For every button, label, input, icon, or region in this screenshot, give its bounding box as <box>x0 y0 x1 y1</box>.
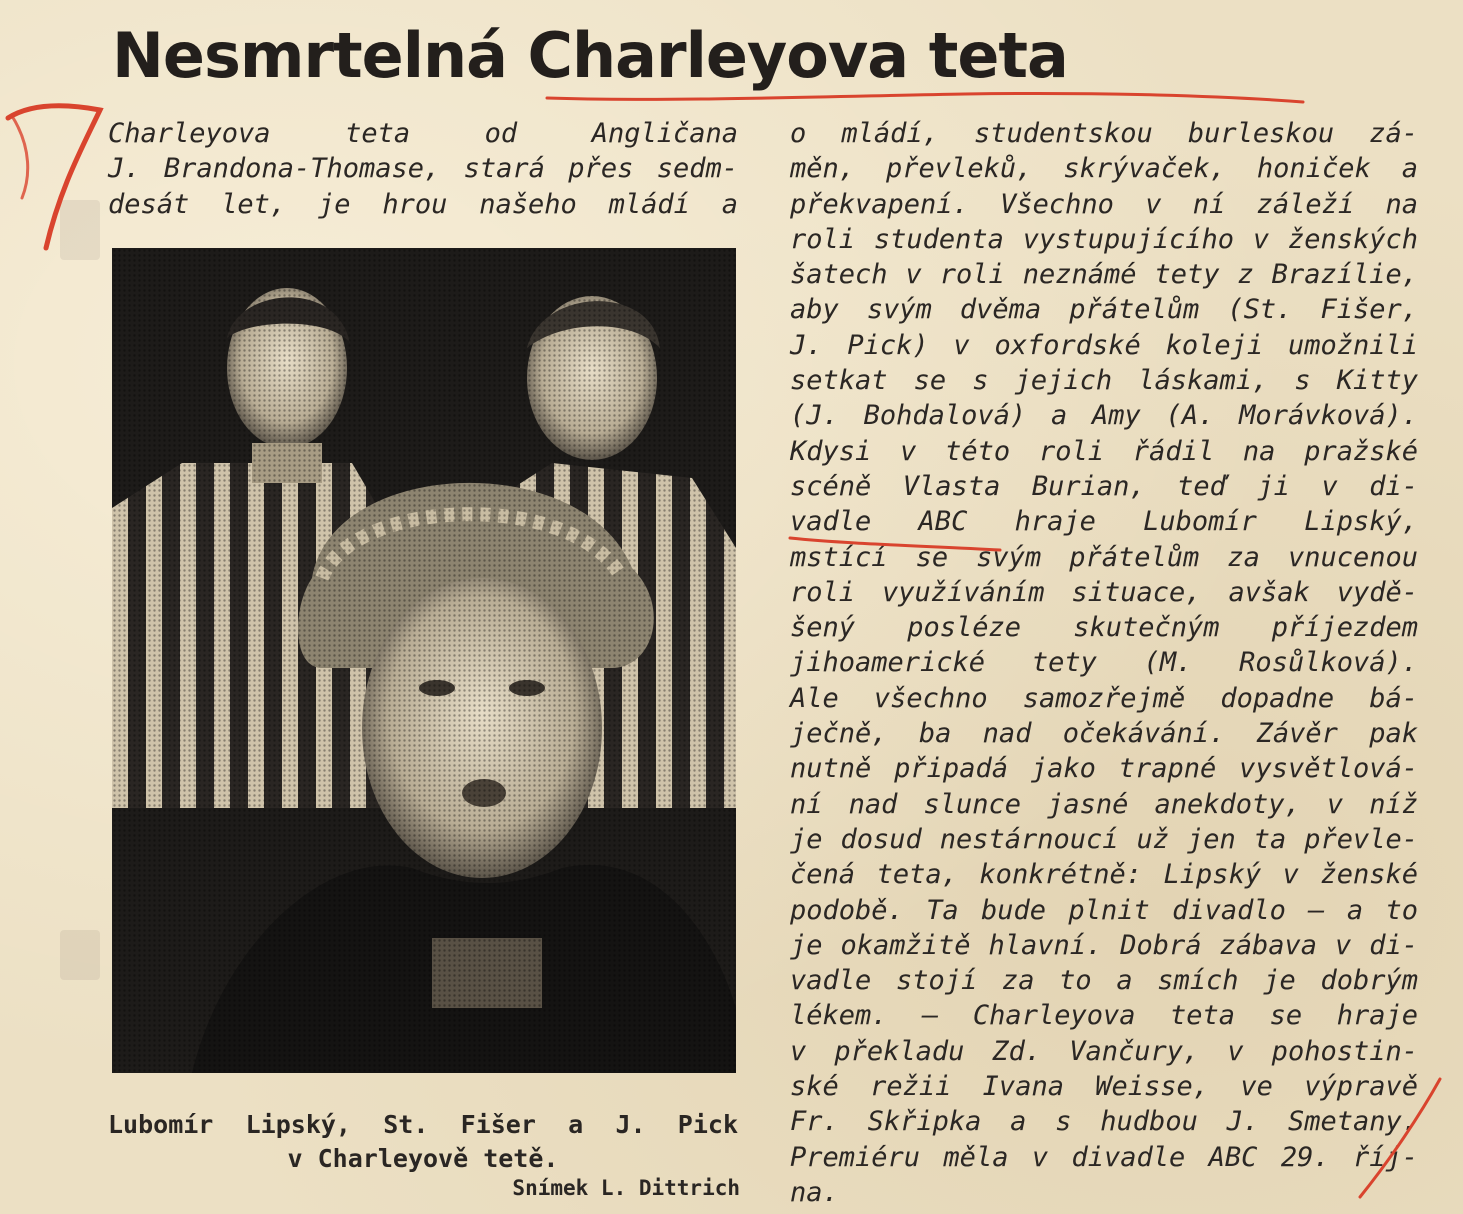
theatre-photograph <box>112 248 736 1073</box>
caption-line: Lubomír Lipský, St. Fišer a J. Pick <box>108 1110 738 1139</box>
text-line: nutně připadá jako trapné vysvětlová- <box>790 753 1418 785</box>
right-column-text <box>790 116 1418 1210</box>
left-column-text <box>108 116 738 222</box>
bleed-through-text-2 <box>60 930 100 980</box>
text-line: setkat se s jejich láskami, s Kitty <box>790 365 1418 397</box>
red-pencil-slash <box>1340 1075 1450 1200</box>
text-line: jihoamerické tety (M. Rosůlková). <box>790 647 1418 679</box>
text-line: (J. Bohdalová) a Amy (A. Morávková). <box>790 400 1418 432</box>
text-line: šený posléze skutečným příjezdem <box>790 612 1418 644</box>
text-line: ské režii Ivana Weisse, ve výpravě <box>790 1071 1418 1103</box>
text-line: Charleyova teta od Angličana <box>108 118 738 149</box>
text-line: na. <box>790 1176 839 1208</box>
text-line: J. Pick) v oxfordské koleji umožnili <box>790 329 1418 361</box>
text-line: lékem. — Charleyova teta se hraje <box>790 1000 1418 1032</box>
text-line: roli využíváním situace, avšak vydě- <box>790 576 1418 608</box>
text-line: ní nad slunce jasné anekdoty, v níž <box>790 788 1418 820</box>
text-line: Ale všechno samozřejmě dopadne bá- <box>790 682 1418 714</box>
text-line: Fr. Skřipka a s hudbou J. Smetany. <box>790 1106 1418 1138</box>
text-line: desát let, je hrou našeho mládí a <box>108 188 738 220</box>
text-line: aby svým dvěma přátelům (St. Fišer, <box>790 294 1418 326</box>
photo-credit: Snímek L. Dittrich <box>512 1176 740 1200</box>
text-line: je okamžitě hlavní. Dobrá zábava v di- <box>790 929 1418 961</box>
photo-caption <box>108 1108 738 1176</box>
text-line: vadle ABC hraje Lubomír Lipský, <box>790 506 1418 538</box>
handwritten-number-7 <box>2 88 112 258</box>
text-line: roli studenta vystupujícího v ženských <box>790 223 1418 255</box>
caption-line: v Charleyově tetě. <box>287 1144 559 1173</box>
text-line: J. Brandona-Thomase, stará přes sedm- <box>108 153 738 185</box>
text-line: čená teta, konkrétně: Lipský v ženské <box>790 859 1418 891</box>
text-line: o mládí, studentskou burleskou zá- <box>790 118 1418 149</box>
text-line: Kdysi v této roli řádil na pražské <box>790 435 1418 467</box>
text-line: scéně Vlasta Burian, teď ji v di- <box>790 470 1418 502</box>
text-line: mstící se svým přátelům za vnucenou <box>790 541 1418 573</box>
text-line: Premiéru měla v divadle ABC 29. říj- <box>790 1141 1418 1173</box>
text-line: vadle stojí za to a smích je dobrým <box>790 965 1418 997</box>
text-line: překvapení. Všechno v ní záleží na <box>790 188 1418 220</box>
text-line: měn, převleků, skrývaček, honiček a <box>790 153 1418 185</box>
text-line: šatech v roli neznámé tety z Brazílie, <box>790 259 1418 291</box>
text-line: v překladu Zd. Vančury, v pohostin- <box>790 1035 1418 1067</box>
text-line: je dosud nestárnoucí už jen ta převle- <box>790 823 1418 855</box>
red-pencil-underline-abc <box>788 530 1003 556</box>
text-line: podobě. Ta bude plnit divadlo — a to <box>790 894 1418 926</box>
red-pencil-underline <box>545 86 1305 106</box>
text-line: ječně, ba nad očekávání. Závěr pak <box>790 718 1418 750</box>
headline: Nesmrtelná Charleyova teta <box>112 19 1068 92</box>
